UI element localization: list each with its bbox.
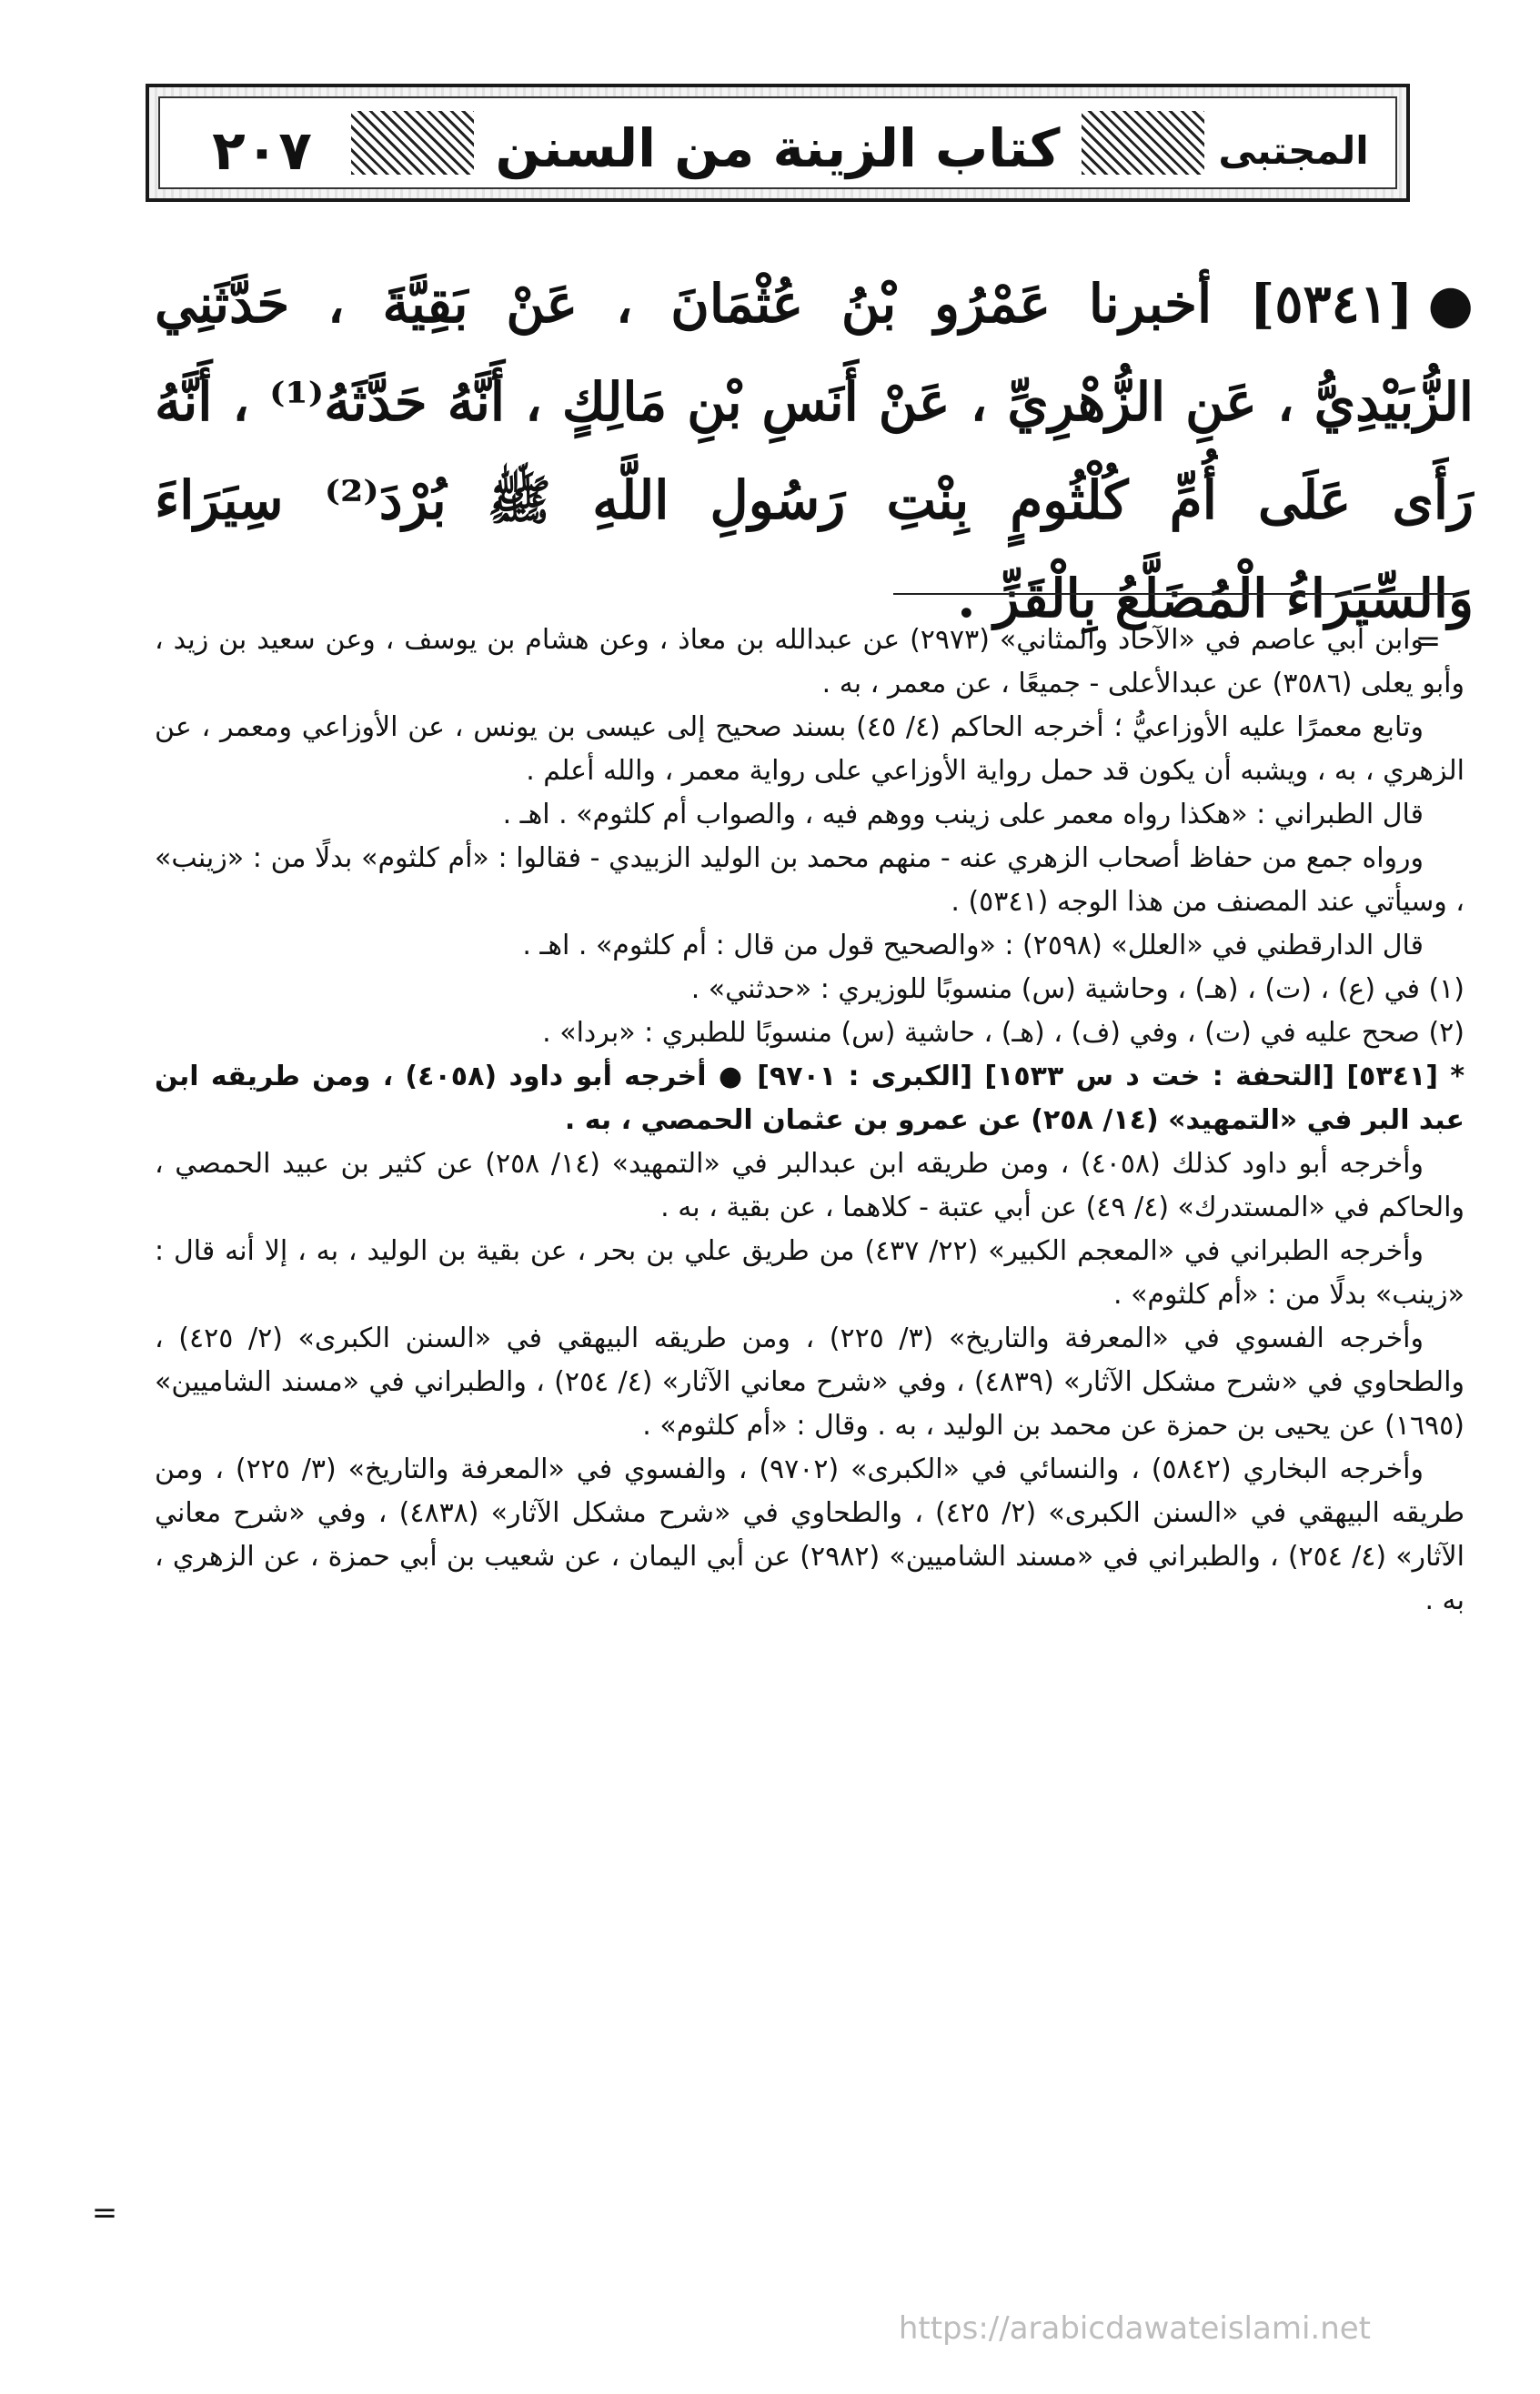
bullet-icon: ●	[1427, 273, 1474, 335]
footnotes	[155, 619, 1465, 1623]
footnote-2: (٢) صحح عليه في (ت) ، وفي (ف) ، (هـ) ، حاشية (س) منسوبًا للطبري : «بردا» .	[542, 1017, 1465, 1049]
note-paragraph: وتابع معمرًا عليه الأوزاعيُّ ؛ أخرجه الحاكم (٤/ ٤٥) بسند صحيح إلى عيسى بن يونس ، عن الأوزاعي ومعمر ، عن الزهري ، به ، ويشبه أن يكون قد حمل رواية الأوزاعي على رواية معمر ، والله أعلم .	[155, 711, 1465, 787]
header-inner-frame	[158, 96, 1397, 189]
page-header	[146, 84, 1410, 202]
ornament-left	[351, 111, 474, 175]
continuation-mark-bottom: =	[91, 2195, 118, 2231]
note-paragraph: وأخرجه الفسوي في «المعرفة والتاريخ» (٣/ ٢٢٥) ، ومن طريقه البيهقي في «السنن الكبرى» (٢/ ٤٢٥) ، والطحاوي في «شرح مشكل الآثار» (٤٨٣٩) ، وفي «شرح معاني الآثار» (٤/ ٢٥٤) ، والطبراني في «مسند الشاميين» (١٦٩٥) عن يحيى بن حمزة عن محمد بن الوليد ، به . وقال : «أم كلثوم» .	[155, 1323, 1465, 1442]
chapter-title: كتاب الزينة من السنن	[495, 117, 1061, 179]
ornament-right	[1082, 111, 1204, 175]
page-number: ٢٠٧	[212, 119, 312, 183]
hadith-text	[155, 255, 1474, 648]
note-paragraph: وابن أبي عاصم في «الآحاد والمثاني» (٢٩٧٣) عن عبدالله بن معاذ ، وعن هشام بن يوسف ، وعن سعيد بن زيد ، وأبو يعلى (٣٥٨٦) عن عبدالأعلى - جميعًا ، عن معمر ، به .	[155, 624, 1465, 699]
note-paragraph: قال الدارقطني في «العلل» (٢٥٩٨) : «والصحيح قول من قال : أم كلثوم» . اهـ .	[522, 930, 1424, 961]
book-name: المجتبى	[1218, 128, 1369, 173]
continuation-mark-top: =	[1414, 623, 1442, 659]
watermark: https://arabicdawateislami.net	[898, 2310, 1371, 2347]
note-paragraph: وأخرجه أبو داود كذلك (٤٠٥٨) ، ومن طريقه ابن عبدالبر في «التمهيد» (١٤/ ٢٥٨) عن كثير بن عبيد الحمصي ، والحاكم في «المستدرك» (٤/ ٤٩) عن أبي عتبة - كلاهما ، عن بقية ، به .	[155, 1148, 1465, 1223]
note-paragraph: وأخرجه الطبراني في «المعجم الكبير» (٢٢/ ٤٣٧) من طريق علي بن بحر ، عن بقية بن الوليد ، به ، إلا أنه قال : «زينب» بدلًا من : «أم كلثوم» .	[155, 1235, 1465, 1311]
note-paragraph: وأخرجه البخاري (٥٨٤٢) ، والنسائي في «الكبرى» (٩٧٠٢) ، والفسوي في «المعرفة والتاريخ» (٣/ ٢٢٥) ، ومن طريقه البيهقي في «السنن الكبرى» (٢/ ٤٢٥) ، والطحاوي في «شرح مشكل الآثار» (٤٨٣٨) ، وفي «شرح معاني الآثار» (٤/ ٢٥٤) ، والطبراني في «مسند الشاميين» (٢٩٨٢) عن أبي اليمان ، عن شعيب بن أبي حمزة ، عن الزهري ، به .	[155, 1454, 1465, 1616]
takhrij-heading: * [٥٣٤١] [التحفة : خت د س ١٥٣٣] [الكبرى : ٩٧٠١] ● أخرجه أبو داود (٤٠٥٨) ، ومن طريقه ابن عبد البر في «التمهيد» (١٤/ ٢٥٨) عن عمرو بن عثمان الحمصي ، به .	[155, 1061, 1465, 1136]
hadith-body: [٥٣٤١] أخبرنا عَمْرُو بْنُ عُثْمَانَ ، عَنْ بَقِيَّةَ ، حَدَّثَنِي الزُّبَيْدِيُّ ، عَنِ الزُّهْرِيِّ ، عَنْ أَنَسِ بْنِ مَالِكٍ ، أَنَّهُ حَدَّثَهُ⁽¹⁾ ، أَنَّهُ رَأَى عَلَى أُمِّ كُلْثُومٍ بِنْتِ رَسُولِ اللَّهِ ﷺ بُرْدَ⁽²⁾ سِيَرَاءَ وَالسِّيَرَاءُ الْمُضَلَّعُ بِالْقَزِّ .	[155, 273, 1474, 629]
footnote-1: (١) في (ع) ، (ت) ، (هـ) ، وحاشية (س) منسوبًا للوزيري : «حدثني» .	[690, 973, 1465, 1005]
note-paragraph: قال الطبراني : «هكذا رواه معمر على زينب ووهم فيه ، والصواب أم كلثوم» . اهـ .	[502, 799, 1424, 830]
footnote-divider	[893, 593, 1466, 595]
note-paragraph: ورواه جمع من حفاظ أصحاب الزهري عنه - منهم محمد بن الوليد الزبيدي - فقالوا : «أم كلثوم» بدلًا من : «زينب» ، وسيأتي عند المصنف من هذا الوجه (٥٣٤١) .	[155, 842, 1465, 918]
